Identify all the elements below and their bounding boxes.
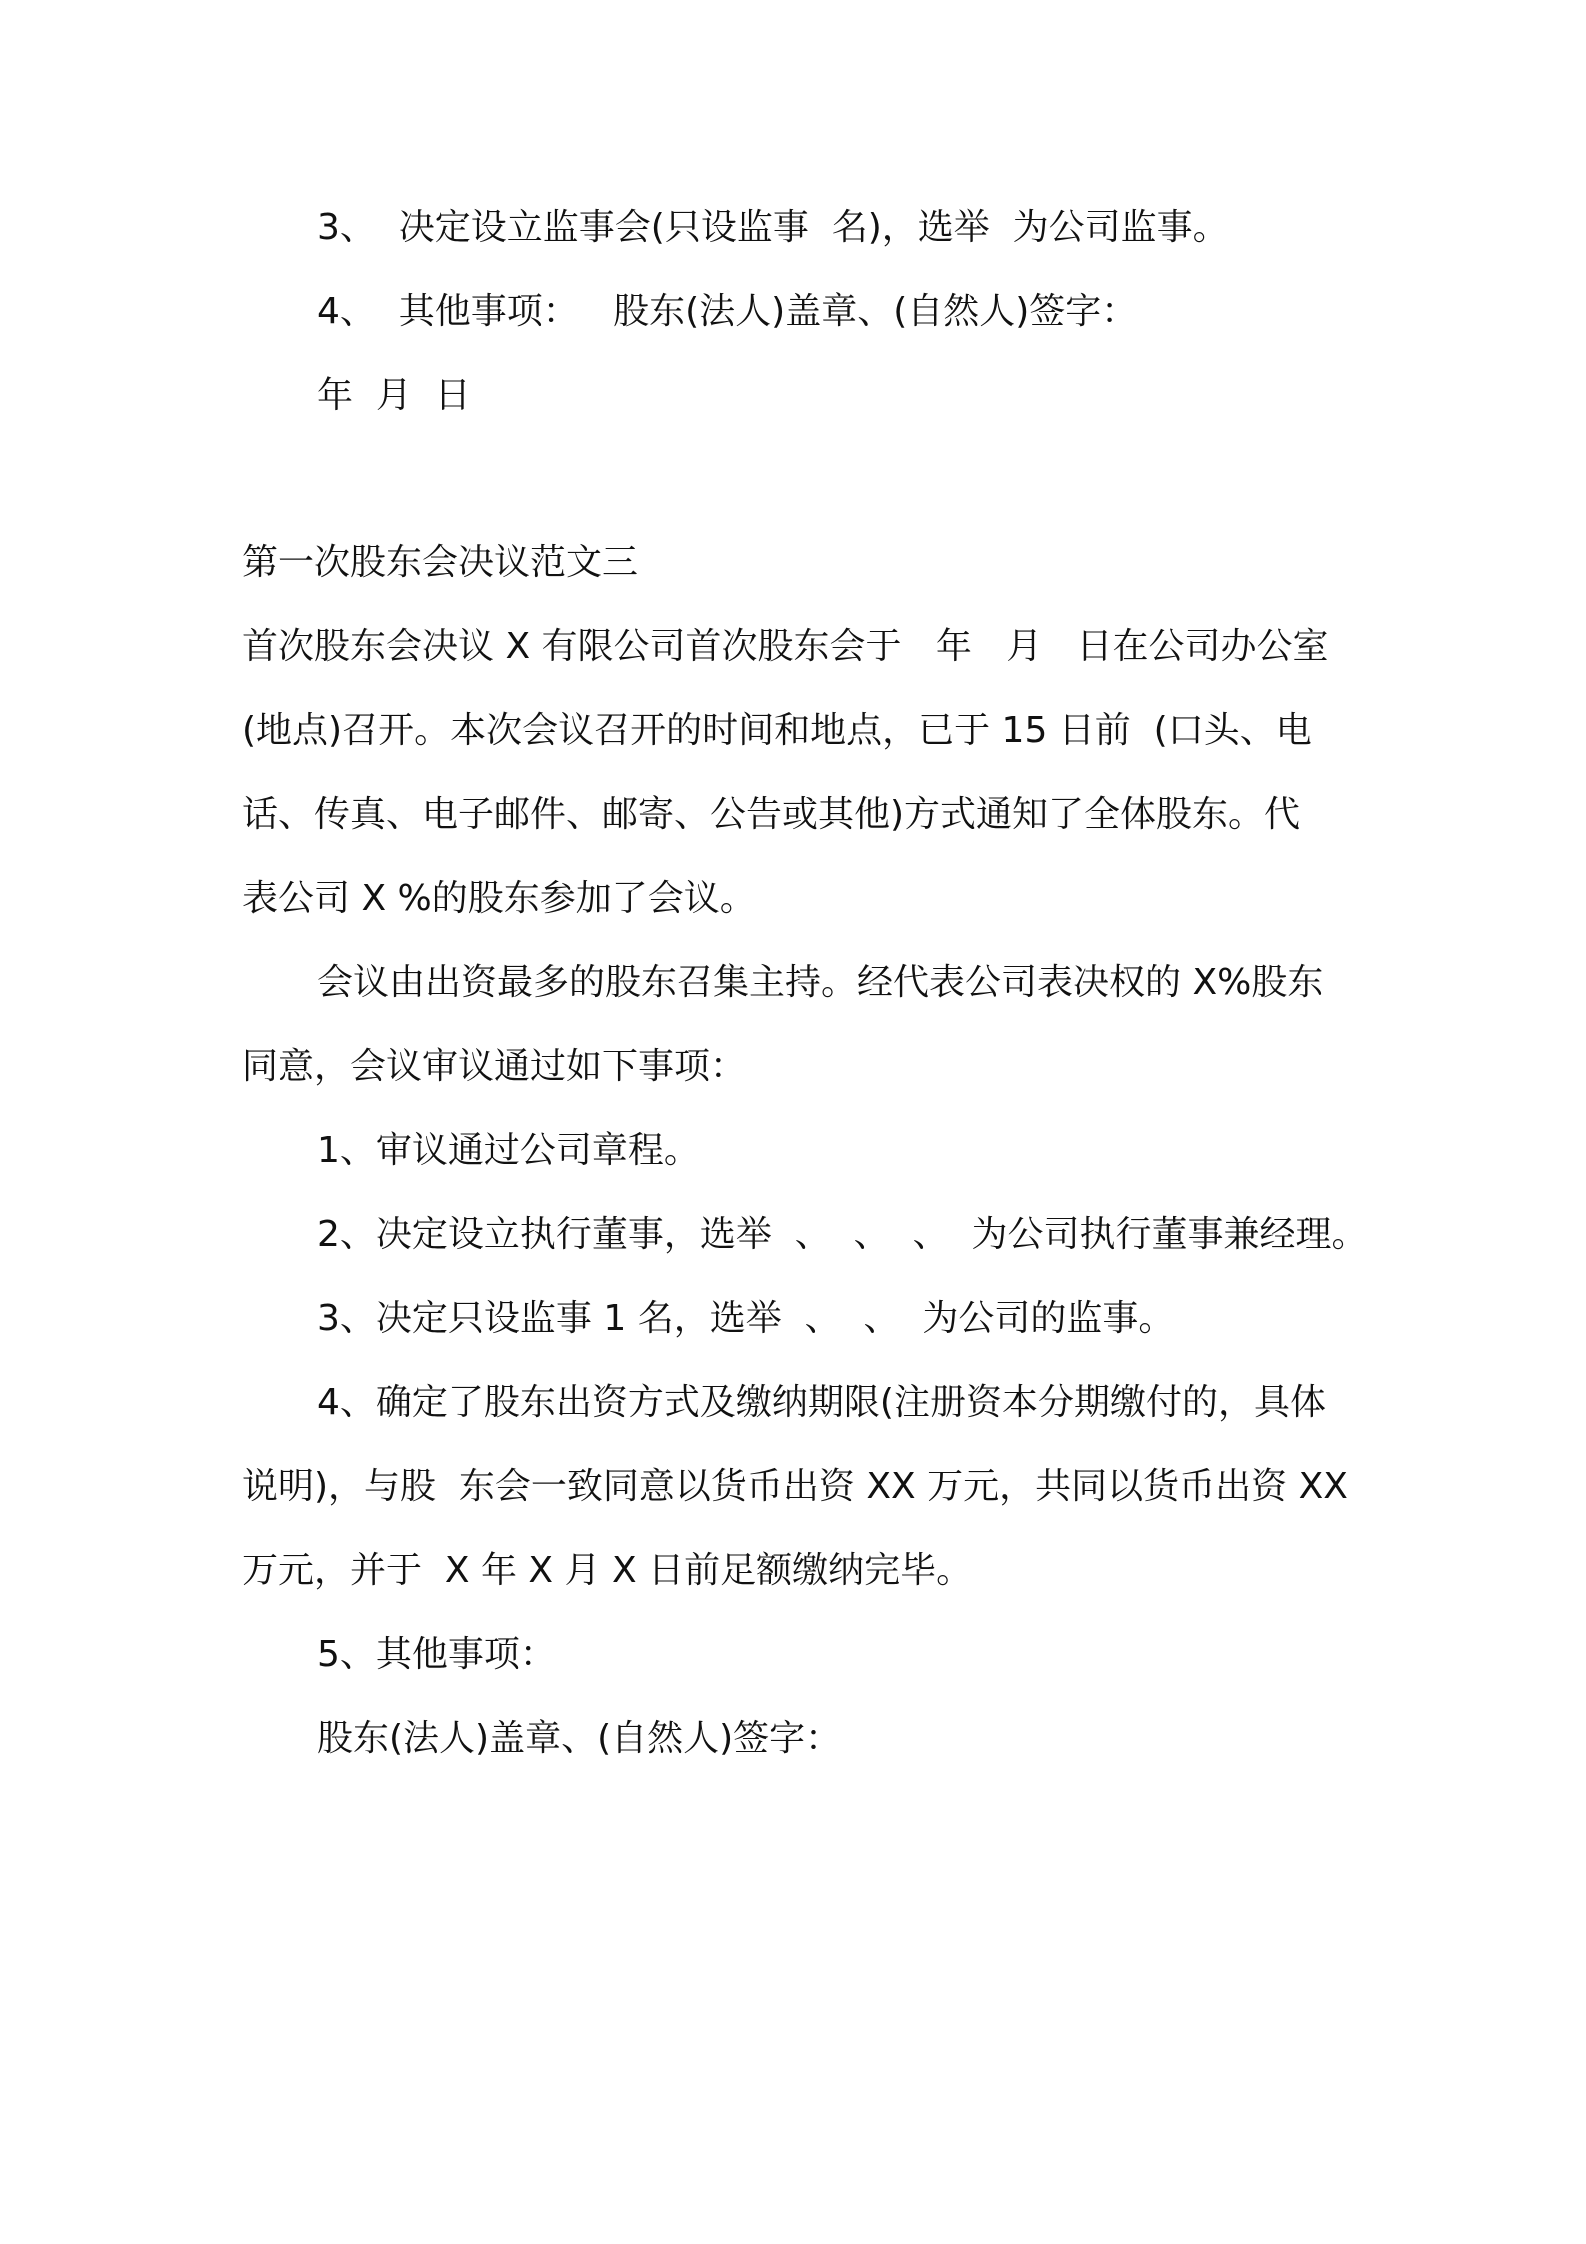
resolution-item-2: 2、决定设立执行董事，选举 、 、 、 为公司执行董事兼经理。 — [317, 1214, 1368, 1255]
resolution-item-4-line-1: 4、确定了股东出资方式及缴纳期限(注册资本分期缴付的，具体 — [317, 1382, 1326, 1423]
resolution-item-1: 1、审议通过公司章程。 — [317, 1130, 700, 1171]
top-item-4: 4、 其他事项： 股东(法人)盖章、(自然人)签字： — [317, 291, 1138, 332]
para1-line-1: 首次股东会决议 X 有限公司首次股东会于 年 月 日在公司办公室 — [242, 626, 1329, 667]
para2-line-2: 同意，会议审议通过如下事项： — [242, 1046, 747, 1087]
resolution-item-4-line-3: 万元，并于 X 年 X 月 X 日前足额缴纳完毕。 — [242, 1550, 973, 1591]
resolution-item-5: 5、其他事项： — [317, 1634, 556, 1675]
para1-line-2: (地点)召开。本次会议召开的时间和地点，已于 15 日前 (口头、电 — [242, 710, 1312, 751]
signature-line: 股东(法人)盖章、(自然人)签字： — [317, 1718, 842, 1759]
top-item-3: 3、 决定设立监事会(只设监事 名)，选举 为公司监事。 — [317, 207, 1229, 248]
resolution-item-3: 3、决定只设监事 1 名，选举 、 、 为公司的监事。 — [317, 1298, 1175, 1339]
para1-line-4: 表公司 X %的股东参加了会议。 — [242, 878, 756, 919]
top-date-line: 年 月 日 — [317, 375, 471, 416]
para2-line-1: 会议由出资最多的股东召集主持。经代表公司表决权的 X%股东 — [317, 962, 1324, 1003]
section-heading: 第一次股东会决议范文三 — [242, 542, 639, 583]
para1-line-3: 话、传真、电子邮件、邮寄、公告或其他)方式通知了全体股东。代 — [242, 794, 1301, 835]
resolution-item-4-line-2: 说明)，与股 东会一致同意以货币出资 XX 万元，共同以货币出资 XX — [242, 1466, 1348, 1507]
